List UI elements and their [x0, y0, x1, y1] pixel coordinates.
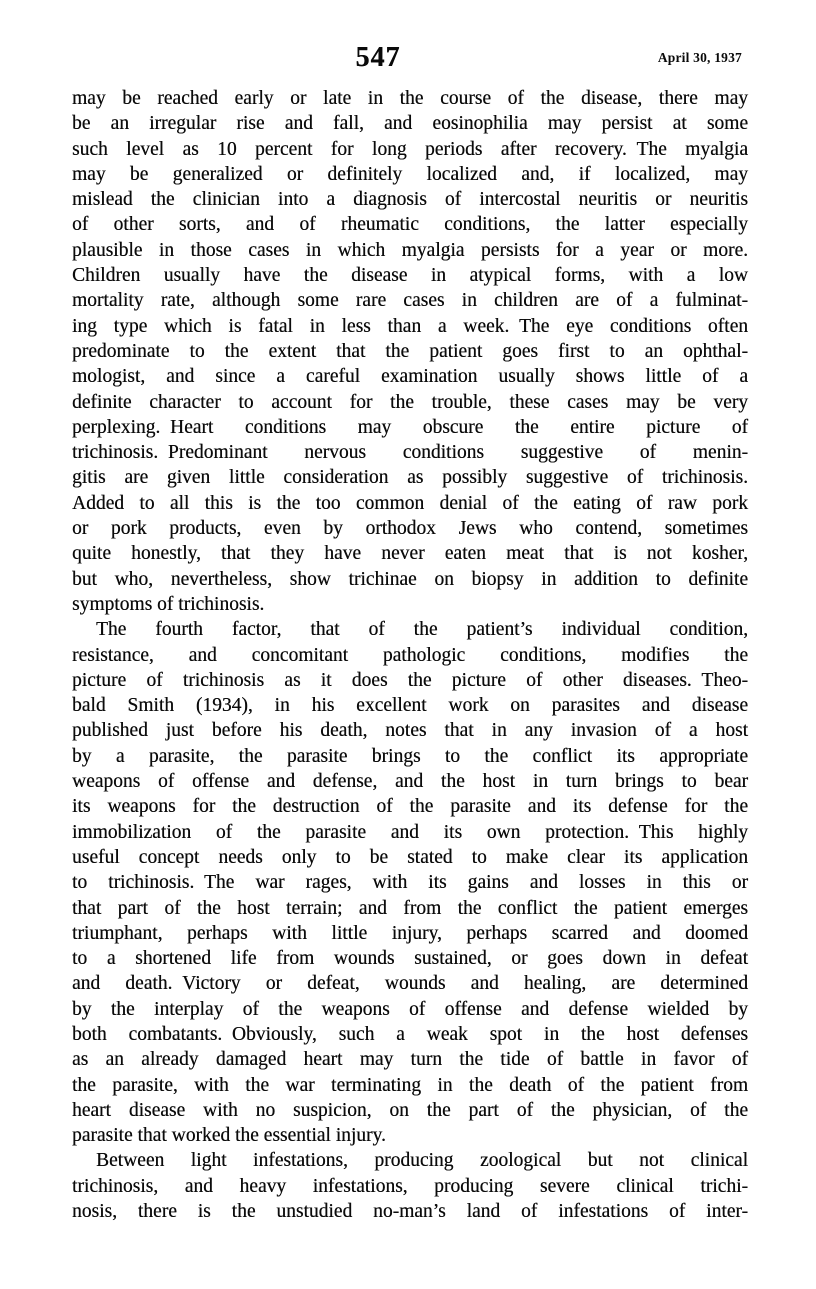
text-line: ing type which is fatal in less than a week. The eye conditions often — [72, 315, 748, 337]
text-line: resistance, and concomitant pathologic conditions, modifies the — [72, 644, 748, 666]
text-line: perplexing. Heart conditions may obscure the entire picture of — [72, 416, 748, 438]
text-line: symptoms of trichinosis. — [72, 593, 265, 615]
paragraph — [72, 617, 748, 1148]
text-line: parasite that worked the essential injury. — [72, 1125, 386, 1147]
text-line: immobilization of the parasite and its own protection. This highly — [72, 821, 748, 843]
text-line: Children usually have the disease in atypical forms, with a low — [72, 265, 748, 287]
text-line: mortality rate, although some rare cases in children are of a fulminat- — [72, 290, 748, 312]
text-line: but who, nevertheless, show trichinae on biopsy in addition to definite — [72, 568, 748, 590]
text-line: to a shortened life from wounds sustained, or goes down in defeat — [72, 948, 748, 970]
text-line: published just before his death, notes that in any invasion of a host — [72, 720, 748, 742]
text-line: that part of the host terrain; and from the conflict the patient emerges — [72, 897, 748, 919]
paragraph — [72, 1148, 748, 1224]
text-line: triumphant, perhaps with little injury, perhaps scarred and doomed — [72, 922, 748, 944]
issue-date: April 30, 1937 — [657, 50, 742, 65]
text-line: nosis, there is the unstudied no-man’s land of infestations of inter- — [72, 1201, 748, 1223]
text-line: be an irregular rise and fall, and eosinophilia may persist at some — [72, 113, 748, 135]
text-line: the parasite, with the war terminating in the death of the patient from — [72, 1074, 748, 1096]
text-line: heart disease with no suspicion, on the part of the physician, of the — [72, 1099, 748, 1121]
text-line: such level as 10 percent for long periods after recovery. The myalgia — [72, 138, 748, 160]
page-number: 547 — [355, 42, 401, 73]
text-line: useful concept needs only to be stated to make clear its application — [72, 846, 748, 868]
text-line: may be generalized or definitely localized and, if localized, may — [72, 163, 748, 185]
text-line: and death. Victory or defeat, wounds and healing, are determined — [72, 973, 748, 995]
text-line: bald Smith (1934), in his excellent work on parasites and disease — [72, 695, 748, 717]
text-line: Added to all this is the too common denial of the eating of raw pork — [72, 492, 748, 514]
text-line: may be reached early or late in the course of the disease, there may — [72, 88, 748, 109]
text-line: or pork products, even by orthodox Jews who contend, sometimes — [72, 518, 748, 540]
text-line: by a parasite, the parasite brings to the conflict its appropriate — [72, 745, 748, 767]
text-line: predominate to the extent that the patient goes first to an ophthal- — [72, 340, 748, 362]
text-line: mislead the clinician into a diagnosis of intercostal neuritis or neuritis — [72, 189, 748, 211]
text-line: by the interplay of the weapons of offense and defense wielded by — [72, 998, 748, 1020]
text-line: picture of trichinosis as it does the picture of other diseases. Theo- — [72, 669, 748, 691]
text-line: its weapons for the destruction of the parasite and its defense for the — [72, 796, 748, 818]
text-line: both combatants. Obviously, such a weak spot in the host defenses — [72, 1023, 748, 1045]
text-line: of other sorts, and of rheumatic conditions, the latter especially — [72, 214, 748, 236]
text-line: mologist, and since a careful examination usually shows little of a — [72, 366, 748, 388]
text-line: quite honestly, that they have never eaten meat that is not kosher, — [72, 543, 748, 565]
text-line: trichinosis. Predominant nervous conditions suggestive of menin- — [72, 442, 748, 464]
text-line: trichinosis, and heavy infestations, producing severe clinical trichi- — [72, 1175, 748, 1197]
text-line: to trichinosis. The war rages, with its gains and losses in this or — [72, 872, 748, 894]
text-line: gitis are given little consideration as possibly suggestive of trichinosis. — [72, 467, 748, 489]
text-line: as an already damaged heart may turn the tide of battle in favor of — [72, 1049, 748, 1071]
text-line: plausible in those cases in which myalgia persists for a year or more. — [72, 239, 748, 261]
paragraph — [72, 86, 748, 617]
text-line: weapons of offense and defense, and the host in turn brings to bear — [72, 771, 748, 793]
text-line: definite character to account for the trouble, these cases may be very — [72, 391, 748, 413]
body-text — [72, 86, 748, 1224]
text-line: The fourth factor, that of the patient’s individual condition, — [96, 619, 748, 641]
text-line: Between light infestations, producing zoological but not clinical — [96, 1150, 748, 1172]
